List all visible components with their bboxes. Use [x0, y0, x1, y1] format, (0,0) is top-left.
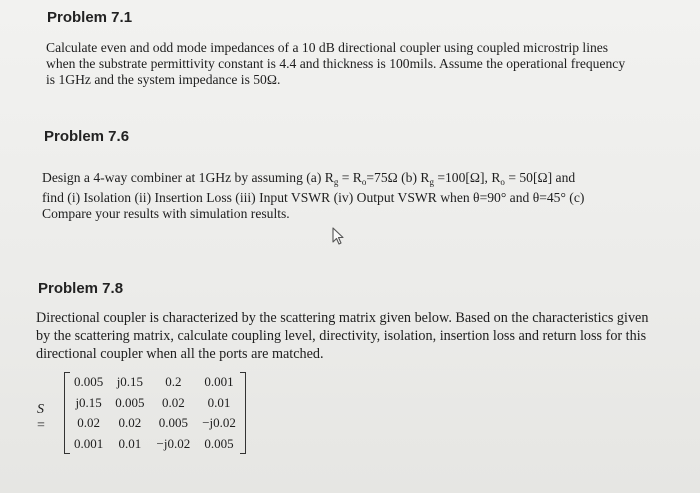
text-segment: =100[Ω], R: [433, 170, 501, 185]
matrix-cell: 0.005: [74, 374, 104, 390]
matrix-symbol: S: [37, 402, 44, 417]
subscript: g: [333, 177, 339, 187]
matrix-cell: 0.01: [118, 435, 142, 451]
matrix-table: [68, 372, 242, 454]
matrix-equals: =: [37, 418, 45, 433]
text-segment: = 50[Ω] and: [504, 170, 576, 185]
matrix-cell: −j0.02: [156, 435, 191, 451]
matrix-cell: 0.02: [118, 415, 142, 431]
problem-7-6-line: Compare your results with simulation results.: [42, 206, 290, 221]
problem-7-8-line: directional coupler when all the ports are matched.: [36, 346, 324, 362]
matrix-cell: 0.2: [165, 374, 182, 390]
text-segment: Design a 4-way combiner at 1GHz by assuming (a) R: [42, 170, 334, 185]
matrix-cell: −j0.02: [202, 415, 236, 431]
matrix-row: [68, 434, 242, 455]
problem-7-1-line: when the substrate permittivity constant is 4.4 and thickness is 100mils. Assume the operational frequency: [46, 56, 626, 71]
subscript: o: [500, 177, 505, 187]
matrix-cell: 0.01: [207, 394, 231, 410]
matrix-label: [37, 402, 45, 434]
text-segment: =75Ω (b) R: [366, 170, 430, 185]
problem-7-1-text: [46, 40, 656, 88]
matrix-brackets: [64, 372, 246, 454]
matrix-row: [68, 372, 242, 393]
matrix-row: [68, 393, 242, 414]
subscript: o: [361, 177, 367, 187]
matrix-cell: 0.005: [158, 415, 188, 431]
mouse-pointer-icon: [330, 226, 346, 246]
matrix-cell: j0.15: [75, 394, 102, 410]
matrix-cell: 0.001: [204, 374, 234, 390]
problem-7-1-line: Calculate even and odd mode impedances of a 10 dB directional coupler using coupled microstrip lines: [46, 40, 609, 55]
problem-7-1-line: is 1GHz and the system impedance is 50Ω.: [46, 72, 281, 87]
problem-7-6-text: [42, 170, 662, 222]
problem-7-6-line: find (i) Isolation (ii) Insertion Loss (iii) Input VSWR (iv) Output VSWR when θ=90° and θ=45° (c): [42, 190, 585, 205]
problem-7-6-line: [42, 170, 662, 190]
matrix-cell: 0.001: [74, 435, 104, 451]
problem-7-1-heading: Problem 7.1: [47, 9, 133, 26]
problem-7-8-heading: Problem 7.8: [38, 280, 124, 297]
subscript: g: [429, 177, 434, 187]
matrix-cell: 0.005: [115, 394, 145, 410]
matrix-row: [68, 413, 242, 434]
problem-7-8-text: [36, 309, 666, 363]
problem-7-8-line: by the scattering matrix, calculate coupling level, directivity, isolation, insertion loss and return loss for this: [36, 328, 647, 344]
problem-7-6-heading: Problem 7.6: [44, 128, 130, 145]
matrix-cell: 0.005: [204, 435, 234, 451]
matrix-cell: j0.15: [116, 374, 144, 390]
matrix-cell: 0.02: [161, 394, 185, 410]
text-segment: = R: [338, 170, 362, 185]
problem-7-8-line: Directional coupler is characterized by the scattering matrix given below. Based on the characteristics given: [36, 310, 649, 326]
matrix-cell: 0.02: [77, 415, 100, 431]
